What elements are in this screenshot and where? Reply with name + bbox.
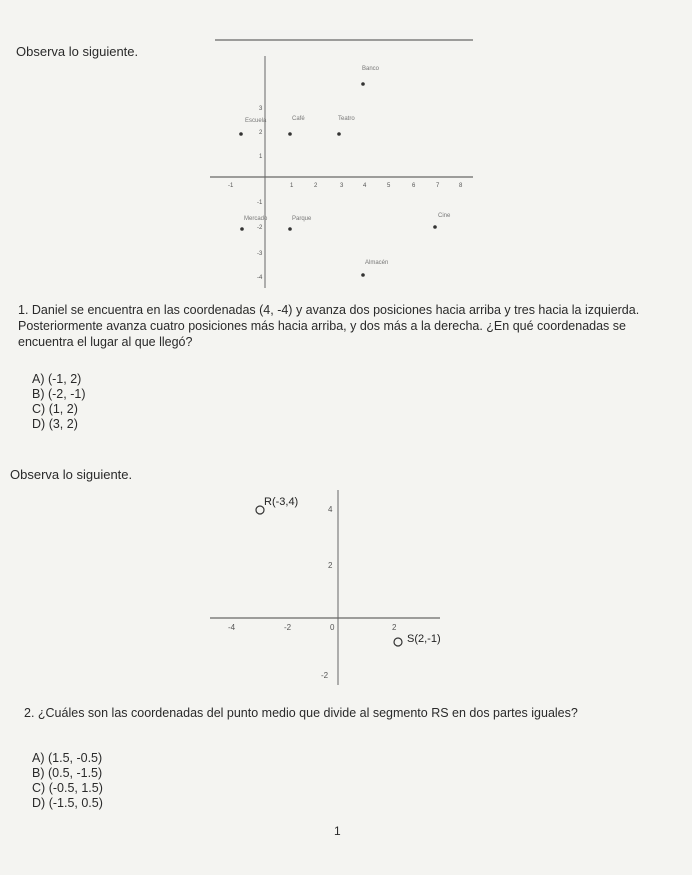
point-almacen [361, 273, 365, 277]
option-1b[interactable]: B) (-2, -1) [32, 387, 86, 401]
label-almacen: Almacén [365, 260, 389, 266]
y-tick: -4 [257, 275, 263, 281]
label-escuela: Escuela [245, 118, 267, 124]
section1-intro: Observa lo siguiente. [16, 44, 139, 59]
x-tick: 6 [412, 183, 416, 189]
option-2c[interactable]: C) (-0.5, 1.5) [32, 781, 103, 795]
graph-places-svg [205, 38, 480, 293]
label-cine: Cine [438, 213, 451, 219]
option-2a[interactable]: A) (1.5, -0.5) [32, 751, 103, 765]
point-s [394, 638, 402, 646]
y-tick: 3 [259, 106, 263, 112]
point-cafe [288, 132, 292, 136]
label-cafe: Café [292, 116, 305, 122]
section2-intro: Observa lo siguiente. [10, 467, 133, 482]
y-tick: -2 [257, 225, 263, 231]
option-1d[interactable]: D) (3, 2) [32, 417, 78, 431]
point-parque [288, 227, 292, 231]
point-escuela [239, 132, 243, 136]
y-tick: 1 [259, 154, 263, 160]
point-cine [433, 225, 437, 229]
x-tick: 3 [340, 183, 344, 189]
label-banco: Banco [362, 66, 380, 72]
y-tick: -2 [321, 671, 329, 680]
coordinate-graph-segment [200, 480, 450, 690]
y-tick: 2 [259, 130, 263, 136]
option-1a[interactable]: A) (-1, 2) [32, 372, 82, 386]
coordinate-graph-places [205, 38, 480, 293]
x-tick: -2 [284, 623, 292, 632]
label-s: S(2,-1) [407, 633, 441, 645]
point-r [256, 506, 264, 514]
x-tick: -1 [228, 183, 234, 189]
point-mercado [240, 227, 244, 231]
x-tick: 0 [330, 623, 335, 632]
y-tick: 4 [328, 505, 333, 514]
page-number: 1 [334, 824, 341, 838]
x-tick: 8 [459, 183, 463, 189]
option-1c[interactable]: C) (1, 2) [32, 402, 78, 416]
option-2b[interactable]: B) (0.5, -1.5) [32, 766, 103, 780]
label-parque: Parque [292, 216, 312, 222]
y-tick: -3 [257, 251, 263, 257]
x-tick: 2 [392, 623, 397, 632]
label-r: R(-3,4) [264, 496, 299, 508]
y-tick: -1 [257, 200, 263, 206]
point-banco [361, 82, 365, 86]
x-tick: -4 [228, 623, 236, 632]
y-tick: 2 [328, 561, 333, 570]
x-tick: 7 [436, 183, 440, 189]
question-2-text: 2. ¿Cuáles son las coordenadas del punto medio que divide al segmento RS en dos partes iguales? [24, 706, 578, 720]
graph-segment-svg [200, 480, 450, 690]
x-tick: 4 [363, 183, 367, 189]
x-tick: 2 [314, 183, 318, 189]
x-tick: 1 [290, 183, 294, 189]
x-tick: 5 [387, 183, 391, 189]
question-1-text: 1. Daniel se encuentra en las coordenadas (4, -4) y avanza dos posiciones hacia arriba y tres hacia la izquierda. Posteriormente avanza cuatro posiciones más hacia arriba, y dos más a la derecha. ¿En qué coordenadas se encuentra el lugar al que llegó? [18, 303, 640, 349]
label-teatro: Teatro [338, 116, 355, 122]
point-teatro [337, 132, 341, 136]
option-2d[interactable]: D) (-1.5, 0.5) [32, 796, 103, 810]
label-mercado: Mercado [244, 216, 268, 222]
